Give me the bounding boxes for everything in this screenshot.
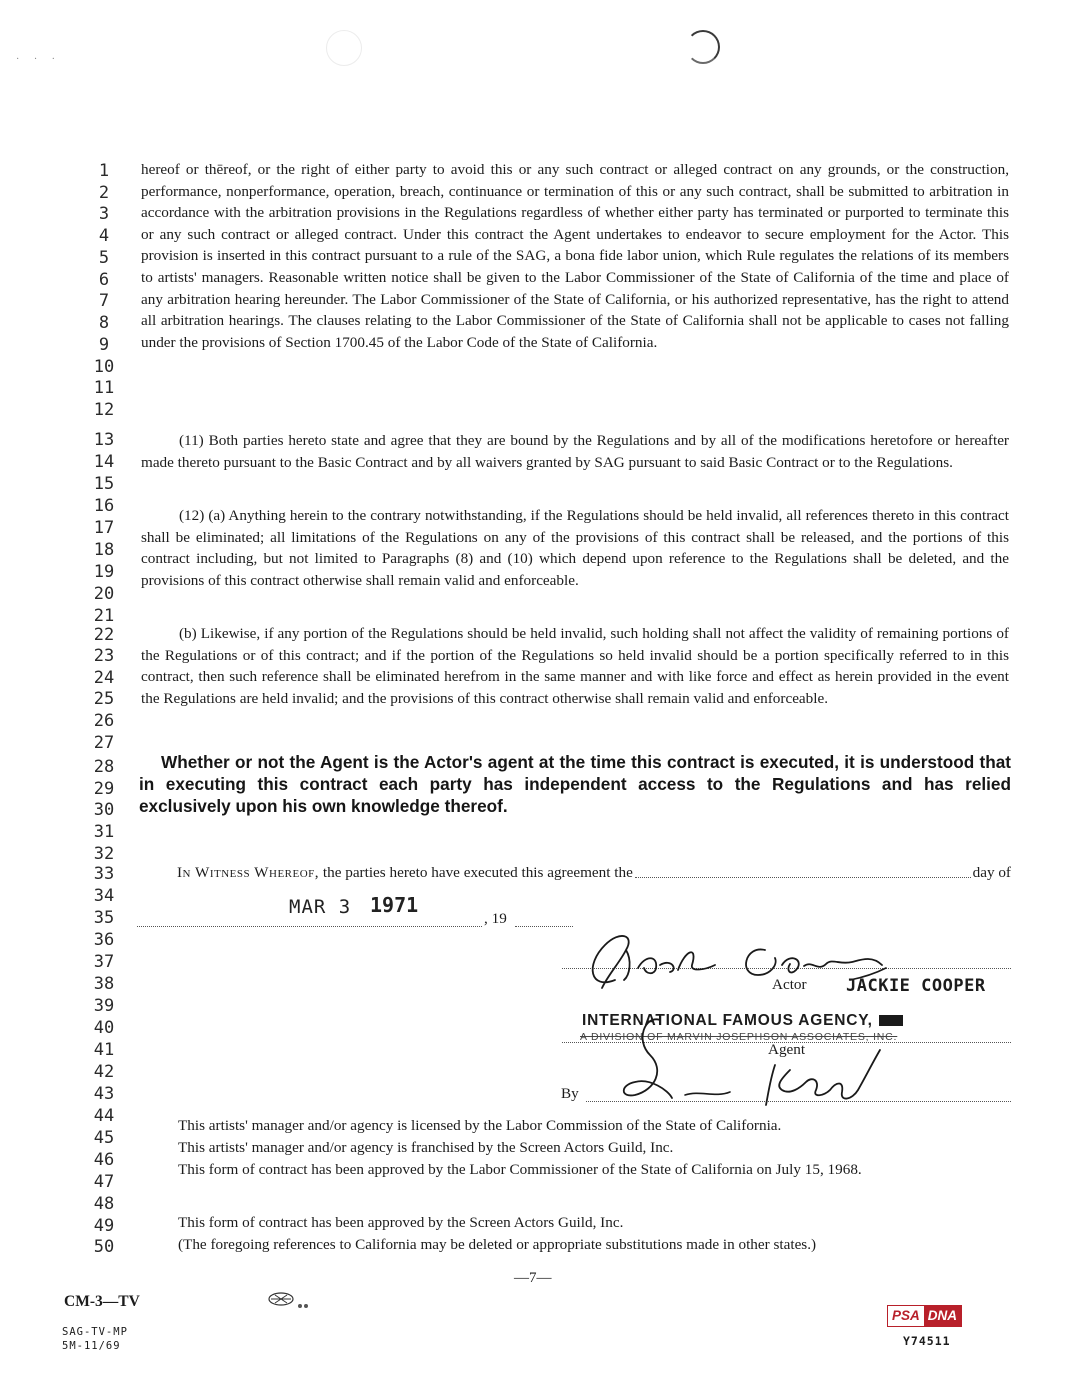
auth-logo-left: PSA — [888, 1306, 924, 1326]
line-number: 43 — [93, 1084, 115, 1104]
line-number: 47 — [93, 1172, 115, 1192]
form-code-line-2: 5M-11/69 — [62, 1340, 121, 1352]
line-number: 16 — [93, 496, 115, 516]
line-number: 24 — [93, 668, 115, 688]
authentication-logo — [887, 1305, 962, 1327]
paper-specks: · · · — [16, 54, 61, 65]
union-label-icon — [264, 1290, 314, 1312]
agency-name-text: INTERNATIONAL FAMOUS AGENCY, — [582, 1012, 873, 1029]
line-number: 34 — [93, 886, 115, 906]
line-number: 42 — [93, 1062, 115, 1082]
line-number: 11 — [93, 378, 115, 398]
line-number: 12 — [93, 400, 115, 420]
line-number: 38 — [93, 974, 115, 994]
line-number: 10 — [93, 357, 115, 377]
line-number: 26 — [93, 711, 115, 731]
line-number: 13 — [93, 430, 115, 450]
binder-hole — [686, 30, 720, 64]
line-number: 25 — [93, 689, 115, 709]
independent-access-notice: Whether or not the Agent is the Actor's agent at the time this contract is executed, it is understood that in executing this contract each party has independent access to the Regulations and has relied exclusively upon his own knowledge thereof. — [139, 752, 1011, 816]
line-number: 23 — [93, 646, 115, 666]
day-blank — [635, 862, 971, 878]
franchise-note: This artists' manager and/or agency is franchised by the Screen Actors Guild, Inc. — [178, 1139, 674, 1156]
line-number: 35 — [93, 908, 115, 928]
line-number: 17 — [93, 518, 115, 538]
form-code-line-1: SAG-TV-MP — [62, 1326, 128, 1338]
line-number: 39 — [93, 996, 115, 1016]
line-number: 36 — [93, 930, 115, 950]
witness-clause — [177, 862, 1011, 884]
line-number: 48 — [93, 1194, 115, 1214]
line-number: 14 — [93, 452, 115, 472]
line-number: 37 — [93, 952, 115, 972]
actor-signature — [560, 920, 900, 995]
line-number: 22 — [93, 625, 115, 645]
line-number: 15 — [93, 474, 115, 494]
form-id: CM-3—TV — [64, 1293, 140, 1310]
year-prefix: , 19 — [484, 910, 507, 927]
agency-division: A DIVISION OF MARVIN JOSEPHSON ASSOCIATES, INC. — [580, 1031, 898, 1043]
line-number: 46 — [93, 1150, 115, 1170]
line-number: 8 — [98, 313, 110, 333]
day-of-label: day of — [972, 864, 1011, 881]
agent-signature — [590, 1010, 910, 1120]
page-number: —7— — [514, 1270, 552, 1286]
line-number: 30 — [93, 800, 115, 820]
line-number: 44 — [93, 1106, 115, 1126]
line-number: 3 — [98, 204, 110, 224]
certificate-number: Y74511 — [903, 1334, 951, 1348]
actor-label: Actor — [772, 976, 807, 993]
line-number: 32 — [93, 844, 115, 864]
line-number: 7 — [98, 291, 110, 311]
line-number: 9 — [98, 335, 110, 355]
line-number: 6 — [98, 270, 110, 290]
auth-logo-right: DNA — [924, 1306, 961, 1326]
line-number: 41 — [93, 1040, 115, 1060]
by-label: By — [561, 1085, 579, 1102]
line-number: 33 — [93, 864, 115, 884]
line-number: 50 — [93, 1237, 115, 1257]
binder-hole-faint — [326, 30, 362, 66]
line-number: 27 — [93, 733, 115, 753]
line-number: 20 — [93, 584, 115, 604]
agent-label: Agent — [768, 1041, 806, 1058]
witness-lead: In Witness Whereof, — [177, 864, 320, 881]
line-number: 21 — [93, 606, 115, 626]
license-note: This artists' manager and/or agency is licensed by the Labor Commission of the State of California. — [178, 1117, 782, 1134]
clause-11: (11) Both parties hereto state and agree that they are bound by the Regulations and by all of the modifications heretofore or hereafter made thereto pursuant to the Basic Contract and by all waivers granted by SAG pursuant to said Basic Contract or to the Regulations. — [141, 432, 1009, 471]
date-line — [137, 910, 577, 932]
sag-approval-note: This form of contract has been approved by the Screen Actors Guild, Inc. — [178, 1214, 624, 1231]
line-number: 31 — [93, 822, 115, 842]
line-number: 1 — [98, 161, 110, 181]
form-code — [62, 1325, 128, 1353]
line-number: 29 — [93, 779, 115, 799]
substitution-note: (The foregoing references to California may be deleted or appropriate substitutions made in other states.) — [178, 1236, 817, 1253]
labor-approval-note: This form of contract has been approved by the Labor Commissioner of the State of California on July 15, 1968. — [178, 1161, 862, 1178]
line-number: 45 — [93, 1128, 115, 1148]
line-number: 4 — [98, 226, 110, 246]
witness-text: the parties hereto have executed this agreement the — [319, 864, 633, 881]
clause-12b: (b) Likewise, if any portion of the Regulations should be held invalid, such holding shall not affect the validity of remaining portions of the Regulations or of this contract; and if the portion of the Regulations so held invalid should be a portion specifically referred to in this contract, then such reference shall be eliminated herefrom in the same manner and with like force and effect as herein provided in the event the Regulations are held invalid; and the provisions of this contract otherwise shall remain valid and enforceable. — [141, 625, 1009, 707]
actor-typed-name: JACKIE COOPER — [846, 976, 986, 996]
line-number: 19 — [93, 562, 115, 582]
stamped-date: MAR 3 — [289, 896, 352, 918]
stamped-year: 1971 — [370, 893, 419, 917]
line-number: 49 — [93, 1216, 115, 1236]
line-number: 2 — [98, 183, 110, 203]
line-number: 28 — [93, 757, 115, 777]
line-number: 5 — [98, 248, 110, 268]
clause-12a: (12) (a) Anything herein to the contrary notwithstanding, if the Regulations should be held invalid, all references thereto in this contract shall be eliminated; all limitations of the Regulations on any of the provisions of this contract shall be released, and the portions of this contract including, but not limited to Paragraphs (8) and (10) which depend upon reference to the Regulations shall be deleted, and the provisions of this contract otherwise shall remain valid and enforceable. — [141, 507, 1009, 589]
line-number: 40 — [93, 1018, 115, 1038]
line-number: 18 — [93, 540, 115, 560]
clause-continuation: hereof or thēreof, or the right of either party to avoid this or any such contract or alleged contract on any grounds, or the construction, performance, nonperformance, operation, breach, continuance or termination of this or any such contract, shall be submitted to arbitration in accordance with the arbitration provisions in the Regulations regardless of whether either party has terminated or purported to terminate this or any such contract or alleged contract. Under this contract the Agent undertakes to endeavor to secure employment for the Actor. This provision is inserted in this contract pursuant to a rule of the SAG, a bona fide labor union, which Rule regulates the relations of its members to artists' managers. Reasonable written notice shall be given to the Labor Commissioner of the State of California of the time and place of any arbitration hearing hereunder. The Labor Commissioner of the State of California, or his authorized representative, has the right to attend all arbitration hearings. The clauses relating to the Labor Commissioner of the State of California shall not be applicable to cases not falling under the provisions of Section 1700.45 of the Labor Code of the State of California. — [141, 161, 1009, 351]
